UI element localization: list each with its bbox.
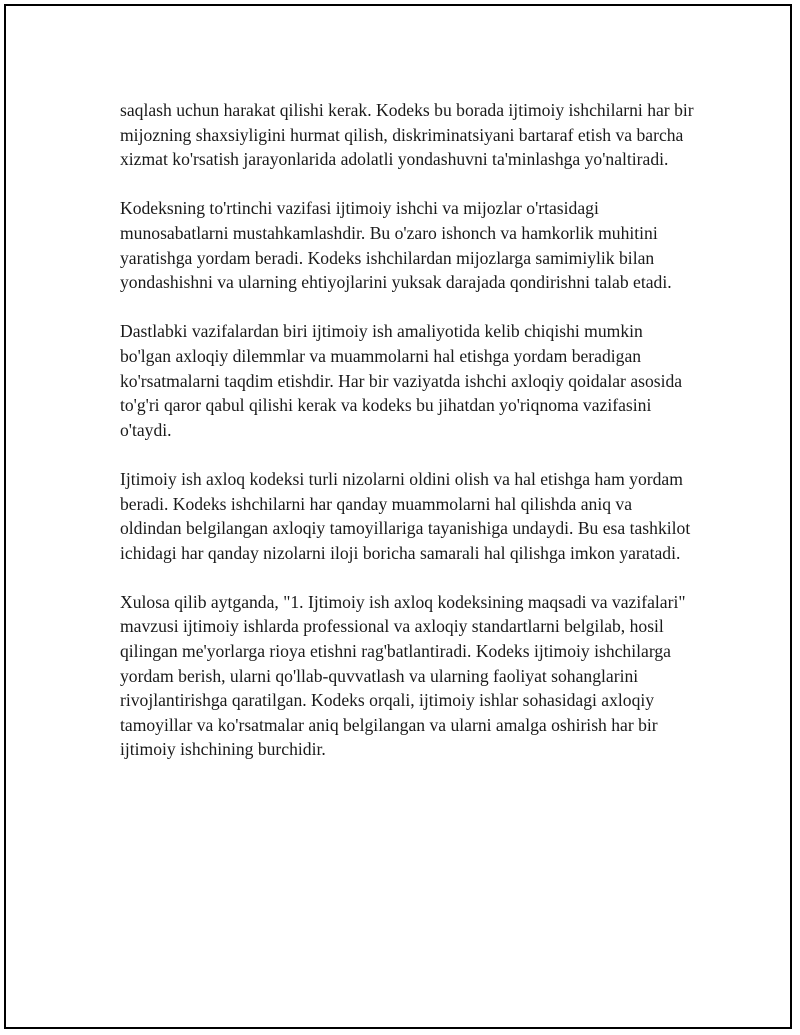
- paragraph-5: Xulosa qilib aytganda, "1. Ijtimoiy ish axloq kodeksining maqsadi va vazifalari" mavzusi ijtimoiy ishlarda professional va axloqiy standartlarni belgilab, hosil qilingan me'yorlarga rioya etishni rag'batlantiradi. Kodeks ijtimoiy ishchilarga yordam berish, ularni qo'llab-quvvatlash va ularning faoliyat sohanglarini rivojlantirishga qaratilgan. Kodeks orqali, ijtimoiy ishlar sohasidagi axloqiy tamoyillar va ko'rsatmalar aniq belgilangan va ularni amalga oshirish har bir ijtimoiy ishchining burchidir.: [120, 591, 686, 760]
- paragraph-1: saqlash uchun harakat qilishi kerak. Kodeks bu borada ijtimoiy ishchilarni har bir mijozning shaxsiyligini hurmat qilish, diskriminatsiyani bartaraf etish va barcha xizmat ko'rsatish jarayonlarida adolatli yondashuvni ta'minlashga yo'naltiradi.: [120, 100, 694, 170]
- document-body: [120, 98, 695, 787]
- paragraph-3: Dastlabki vazifalardan biri ijtimoiy ish amaliyotida kelib chiqishi mumkin bo'lgan axloqiy dilemmlar va muammolarni hal etishga yordam beradigan ko'rsatmalarni taqdim etishdir. Har bir vaziyatda ishchi axloqiy qoidalar asosida to'g'ri qaror qabul qilishi kerak va kodeks bu jihatdan yo'riqnoma vazifasini o'taydi.: [120, 321, 683, 440]
- paragraph-4: Ijtimoiy ish axloq kodeksi turli nizolarni oldini olish va hal etishga ham yordam beradi. Kodeks ishchilarni har qanday muammolarni hal qilishda aniq va oldindan belgilangan axloqiy tamoyillariga tayanishiga undaydi. Bu esa tashkilot ichidagi har qanday nizolarni iloji boricha samarali hal qilishga imkon yaratadi.: [120, 468, 691, 563]
- document-page: [4, 4, 792, 1029]
- paragraph-2: Kodeksning to'rtinchi vazifasi ijtimoiy ishchi va mijozlar o'rtasidagi munosabatlarni mustahkamlashdir. Bu o'zaro ishonch va hamkorlik muhitini yaratishga yordam beradi. Kodeks ishchilardan mijozlarga samimiylik bilan yondashishni va ularning ehtiyojlarini yuksak darajada qondirishni talab etadi.: [120, 198, 672, 293]
